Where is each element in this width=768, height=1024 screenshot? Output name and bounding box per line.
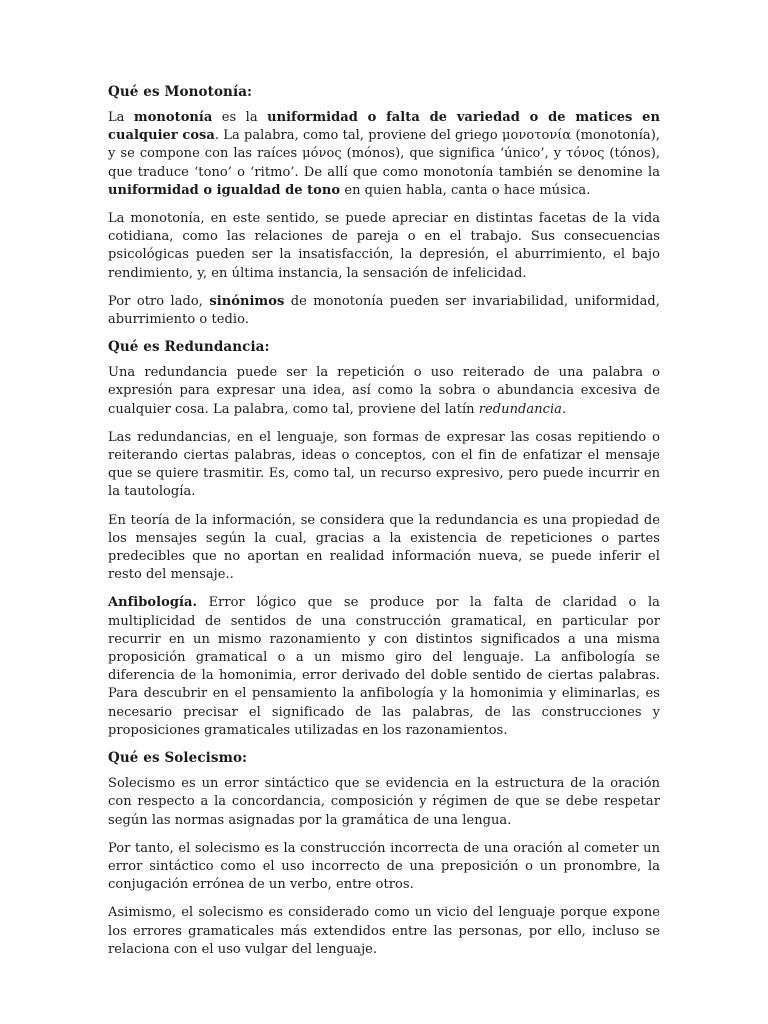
section-monotonia	[108, 84, 660, 329]
text-span: Error lógico que se produce por la falta de claridad o la multiplicidad de sentidos de una construcción gramatical, en particular por recurrir en un mismo razonamiento y con distintos significados a una misma proposición gramatical o a un mismo giro del lenguaje. La anfibología se diferencia de la homonimia, error derivado del doble sentido de ciertas palabras. Para descubrir en el pensamiento la anfibología y la homonimia y eliminarlas, es necesario precisar el significado de las palabras, de las construcciones y proposiciones gramaticales utilizadas en los razonamientos.	[108, 595, 660, 738]
paragraph-solecismo-construction: Por tanto, el solecismo es la construcción incorrecta de una oración al cometer un error sintáctico como el uso incorrecto de una preposición o un pronombre, la conjugación errónea de un verbo, entre otros.	[108, 840, 660, 893]
paragraph-solecismo-vice: Asimismo, el solecismo es considerado como un vicio del lenguaje porque expone los errores gramaticales más extendidos entre las personas, por ello, incluso se relaciona con el uso vulgar del lenguaje.	[108, 905, 660, 957]
heading-solecismo: Qué es Solecismo:	[108, 750, 248, 767]
paragraph-redundancia-information: En teoría de la información, se considera que la redundancia es una propiedad de los mensajes según la cual, gracias a la existencia de repeticiones o partes predecibles que no aportan en realidad información nueva, se puede inferir el resto del mensaje..	[108, 512, 660, 583]
text-span: . La palabra, como tal, proviene del griego μονοτονία (monotonía), y se compone con las raíces μόνος (mónos), que significa ‘único’, y τόνος (tónos), que traduce ‘tono’ o ‘ritmo’. De allí que como monotonía también se denomine la	[108, 128, 661, 180]
bold-definition: uniformidad o falta de variedad o de matices en cualquier cosa	[108, 110, 661, 144]
heading-redundancia: Qué es Redundancia:	[108, 339, 270, 356]
text-span: La	[108, 110, 134, 125]
text-span: Una redundancia puede ser la repetición o uso reiterado de una palabra o expresión para expresar una idea, así como la sobra o abundancia excesiva de cualquier cosa. La palabra, como tal, proviene del latín	[108, 365, 660, 417]
text-span: de monotonía pueden ser invariabilidad, uniformidad, aburrimiento o tedio.	[108, 293, 660, 328]
paragraph-monotonia-effects: La monotonía, en este sentido, se puede apreciar en distintas facetas de la vida cotidiana, como las relaciones de pareja o en el trabajo. Sus consecuencias psicológicas pueden ser la insatisfacción, la depresión, el aburrimiento, el bajo rendimiento, y, en última instancia, la sensación de infelicidad.	[108, 211, 660, 281]
heading-monotonia: Qué es Monotonía:	[108, 84, 253, 100]
bold-term-sinonimos: sinónimos	[209, 293, 285, 309]
paragraph-solecismo-definition: Solecismo es un error sintáctico que se evidencia en la estructura de la oración con respecto a la concordancia, composición y régimen de que se debe respetar según las normas asignadas por la gramática de una lengua.	[108, 776, 660, 828]
bold-term-anfibologia: Anfibología.	[108, 595, 198, 611]
paragraph-monotonia-definition	[108, 109, 660, 200]
text-span: Por otro lado,	[108, 293, 210, 309]
section-solecismo	[108, 750, 660, 959]
paragraph-redundancia-language: Las redundancias, en el lenguaje, son formas de expresar las cosas repitiendo o reiterando ciertas palabras, ideas o conceptos, con el fin de enfatizar el mensaje que se quiere trasmitir. Es, como tal, un recurso expresivo, pero puede incurrir en la tautología.	[108, 429, 660, 500]
text-span: .	[561, 401, 567, 417]
bold-term-monotonia: monotonía	[133, 110, 213, 125]
section-anfibologia	[108, 594, 660, 740]
text-span: es la	[212, 110, 268, 125]
paragraph-redundancia-definition	[108, 364, 660, 419]
paragraph-monotonia-synonyms	[108, 293, 660, 329]
section-redundancia	[108, 339, 660, 584]
text-span: en quien habla, canta o hace música.	[340, 182, 591, 198]
bold-definition-tone: uniformidad o igualdad de tono	[108, 182, 341, 198]
italic-term-redundancia: redundancia	[478, 401, 562, 417]
paragraph-anfibologia	[108, 594, 660, 740]
